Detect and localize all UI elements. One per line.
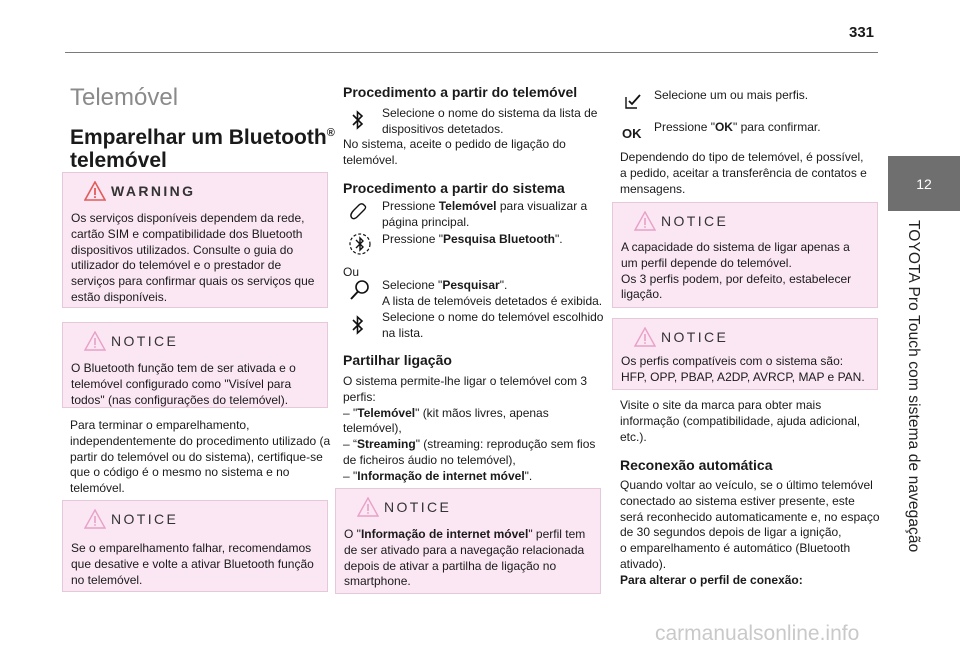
notice-box-1: [62, 322, 328, 408]
bluetooth-search-icon: [348, 232, 372, 256]
notice-icon: [84, 331, 106, 351]
reconnect-paragraph: Quando voltar ao veículo, se o último telemóvel conectado ao sistema estiver presente, este será reconhecido automaticamente e, no espaço de 30 segundos depois de ligar a ignição, o emparelhamento é automático (Bluetooth ativado). Para alterar o perfil de conexão:: [620, 478, 880, 587]
heading-share-connection: Partilhar ligação: [343, 352, 452, 368]
notice-icon: [634, 211, 656, 231]
notice-box-3: [335, 488, 601, 594]
checkbox-checked-icon: [624, 92, 642, 110]
system-step-4: Selecione o nome do telemóvel escolhido na lista.: [382, 310, 604, 340]
search-icon: [348, 278, 372, 302]
phone-procedure-text: Selecione o nome do sistema da lista de dispositivos detetados.: [382, 106, 598, 136]
warning-label: WARNING: [111, 183, 196, 199]
warning-text: Os serviços disponíveis dependem da rede, cartão SIM e compatibilidade dos Bluetooth dispositivos utilizados. Consulte o guia do utilizador do telemóvel e o prestador de serviços para confirmar quais os serviços que estão disponíveis.: [71, 211, 315, 304]
notice-text: O "Informação de internet móvel" perfil tem de ser ativado para a navegação relacionada depois de ativar a partilha de ligação no smartphone.: [344, 527, 586, 589]
chapter-number: 12: [916, 175, 932, 192]
watermark: carmanualsonline.info: [655, 622, 860, 645]
notice-label: NOTICE: [111, 333, 179, 349]
notice-icon: [357, 497, 379, 517]
notice-icon: [634, 327, 656, 347]
section-title: Telemóvel: [70, 84, 179, 111]
page-number: 331: [849, 24, 875, 41]
notice-text: Se o emparelhamento falhar, recomendamos que desative e volte a ativar Bluetooth função no telemóvel.: [71, 541, 314, 587]
notice-box-4: [612, 202, 878, 308]
warning-icon: [84, 181, 106, 201]
main-heading-line2: telemóvel: [70, 149, 167, 172]
heading-system-procedure: Procedimento a partir do sistema: [343, 180, 565, 196]
heading-phone-procedure: Procedimento a partir do telemóvel: [343, 84, 578, 100]
bluetooth-icon: [350, 110, 366, 130]
main-heading-text: Emparelhar um Bluetooth: [70, 126, 327, 149]
notice-label: NOTICE: [661, 329, 729, 345]
bluetooth-icon: [350, 315, 366, 335]
notice-text: A capacidade do sistema de ligar apenas a um perfil depende do telemóvel. Os 3 perfis podem, por defeito, estabelecer ligação.: [621, 240, 852, 302]
header-rule: [65, 52, 878, 53]
phone-handset-icon: [348, 202, 368, 222]
share-text: O sistema permite-lhe ligar o telemóvel com 3 perfis: – "Telemóvel" (kit mãos livres, apenas telemóvel), – “Streaming" (streaming: reprodução sem fios de ficheiros áudio no telemóvel), – "Informação de internet móvel".: [343, 374, 596, 483]
chapter-tab[interactable]: [888, 156, 960, 211]
brand-site-paragraph: Visite o site da marca para obter mais informação (compatibilidade, ajuda adicional, etc.).: [620, 398, 861, 444]
pairing-paragraph: Para terminar o emparelhamento, independentemente do procedimento utilizado (a partir do telemóvel ou do sistema), certifique-se que o código é o mesmo no sistema e no telemóvel.: [70, 418, 331, 496]
notice-box-5: [612, 318, 878, 390]
ok-icon: OK: [622, 126, 642, 141]
transfer-paragraph: Dependendo do tipo de telemóvel, é possível, a pedido, aceitar a transferência de contatos e mensagens.: [620, 150, 867, 196]
warning-box: [62, 172, 328, 308]
notice-text: O Bluetooth função tem de ser ativada e o telemóvel configurado como "Visível para todos" (nas configurações do telemóvel).: [71, 361, 296, 407]
notice-label: NOTICE: [661, 213, 729, 229]
notice-box-2: [62, 500, 328, 592]
change-profile-label: Para alterar o perfil de conexão:: [620, 572, 803, 587]
system-step-1: Pressione Telemóvel para visualizar a página principal.: [382, 199, 588, 229]
system-step-2: Pressione "Pesquisa Bluetooth".: [382, 232, 563, 246]
press-ok-text: Pressione "OK" para confirmar.: [654, 120, 821, 134]
select-profiles-text: Selecione um ou mais perfis.: [654, 88, 809, 102]
chapter-title: TOYOTA Pro Touch com sistema de navegação: [905, 220, 922, 553]
notice-text: Os perfis compatíveis com o sistema são: HFP, OPP, PBAP, A2DP, AVRCP, MAP e PAN.: [621, 354, 865, 384]
notice-label: NOTICE: [111, 511, 179, 527]
phone-procedure-after: No sistema, aceite o pedido de ligação do telemóvel.: [343, 137, 566, 167]
system-step-3: Selecione "Pesquisar". A lista de telemóveis detetados é exibida.: [382, 278, 603, 308]
registered-mark: ®: [326, 127, 335, 139]
notice-icon: [84, 509, 106, 529]
notice-label: NOTICE: [384, 499, 452, 515]
or-label: Ou: [343, 265, 360, 279]
heading-auto-reconnect: Reconexão automática: [620, 457, 773, 473]
